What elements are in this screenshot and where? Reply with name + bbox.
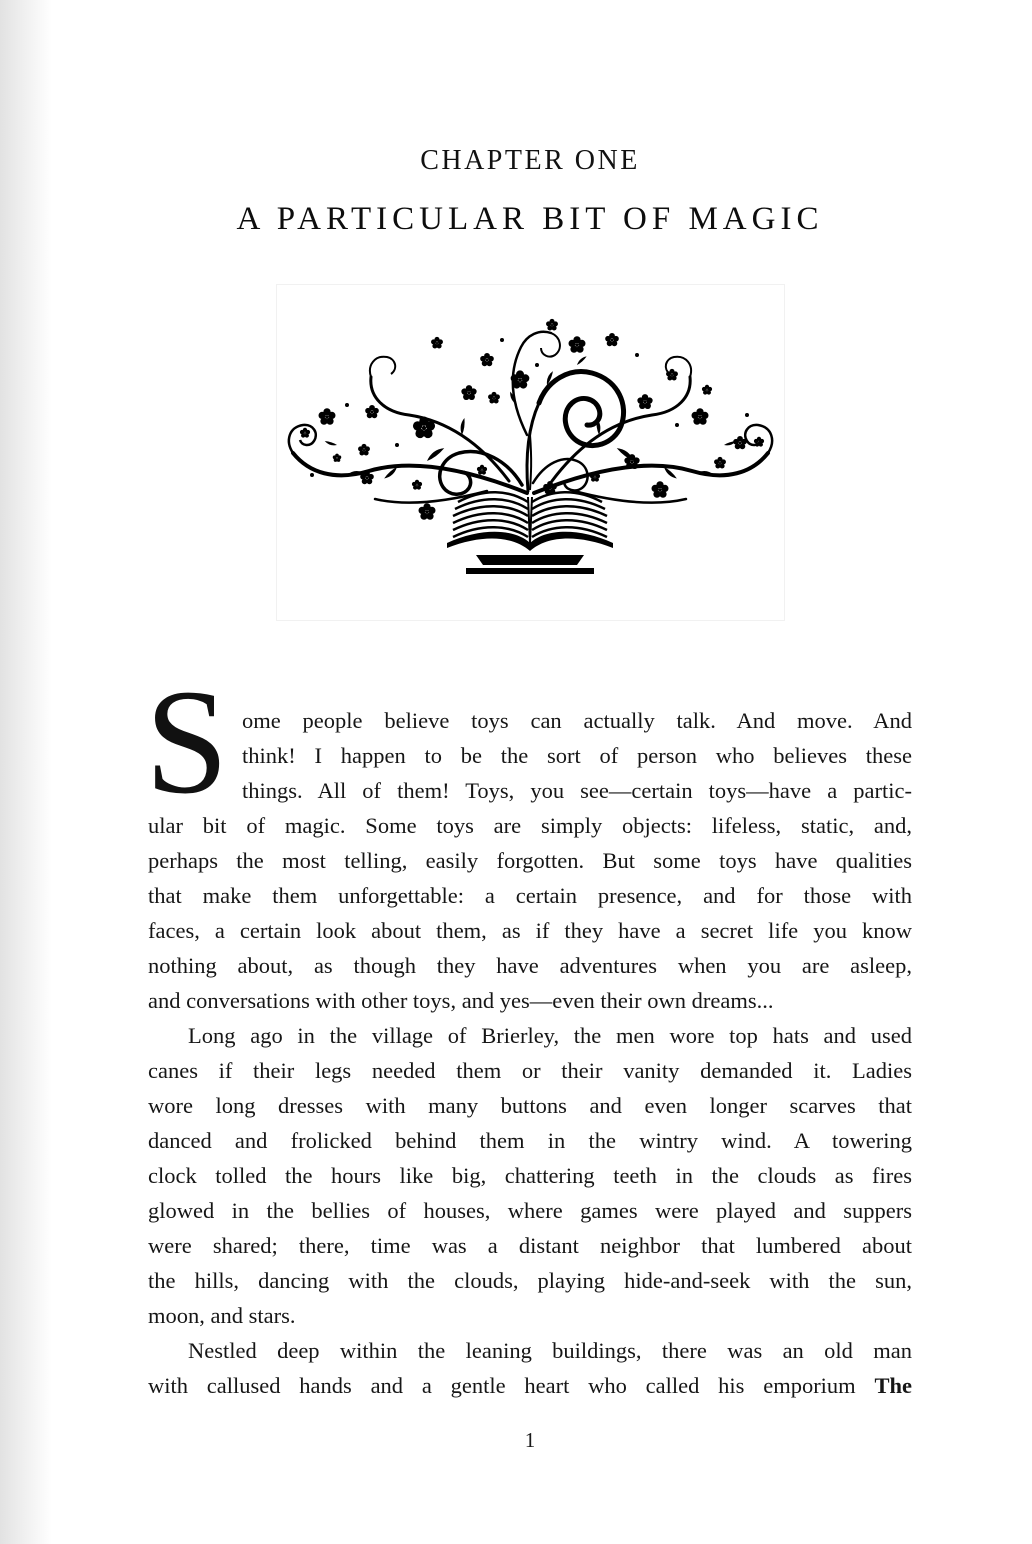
text-line: things. All of them! Toys, you see—certain toys—have a partic- xyxy=(242,778,912,803)
text-line: that make them unforgettable: a certain presence, and for those with xyxy=(148,883,912,908)
paragraph xyxy=(148,1333,912,1403)
drop-cap: S xyxy=(145,659,229,825)
chapter-title: A PARTICULAR BIT OF MAGIC xyxy=(236,201,824,237)
page-curl-shadow xyxy=(0,0,52,1544)
text-line: ome people believe toys can actually talk. And move. And xyxy=(242,708,912,733)
text-line: think! I happen to be the sort of person who believes these xyxy=(242,743,912,768)
text-line: Nestled deep within the leaning buildings, there was an old man xyxy=(188,1338,912,1363)
text-line: were shared; there, time was a distant neighbor that lumbered about xyxy=(148,1233,912,1258)
paragraph xyxy=(145,659,912,1018)
text-line: perhaps the most telling, easily forgotten. But some toys have qualities xyxy=(148,848,912,873)
text-line: nothing about, as though they have adventures when you are asleep, xyxy=(148,953,912,978)
chapter-label: CHAPTER ONE xyxy=(420,145,640,176)
text-line: clock tolled the hours like big, chattering teeth in the clouds as fires xyxy=(148,1163,912,1188)
paragraph xyxy=(148,1018,912,1333)
text-line: ular bit of magic. Some toys are simply objects: lifeless, static, and, xyxy=(148,813,912,838)
text-line: danced and frolicked behind them in the wintry wind. A towering xyxy=(148,1128,912,1153)
text-line: glowed in the bellies of houses, where games were played and suppers xyxy=(148,1198,912,1223)
open-book-icon xyxy=(447,492,613,574)
text-line: Long ago in the village of Brierley, the men wore top hats and used xyxy=(188,1023,912,1048)
book-page xyxy=(145,0,912,1403)
chapter-ornament xyxy=(276,284,785,621)
text-line: faces, a certain look about them, as if they have a secret life you know xyxy=(148,918,912,943)
text-line: with callused hands and a gentle heart who called his emporium The xyxy=(148,1373,912,1398)
text-line: wore long dresses with many buttons and even longer scarves that xyxy=(148,1093,912,1118)
text-line: the hills, dancing with the clouds, playing hide-and-seek with the sun, xyxy=(148,1268,912,1293)
body-text xyxy=(145,659,912,1403)
text-line: moon, and stars. xyxy=(148,1303,296,1328)
page-number: 1 xyxy=(524,1428,536,1452)
text-line: and conversations with other toys, and yes—even their own dreams... xyxy=(148,988,774,1013)
ornament-open-book-flourish xyxy=(277,285,784,620)
text-line: canes if their legs needed them or their vanity demanded it. Ladies xyxy=(148,1058,912,1083)
